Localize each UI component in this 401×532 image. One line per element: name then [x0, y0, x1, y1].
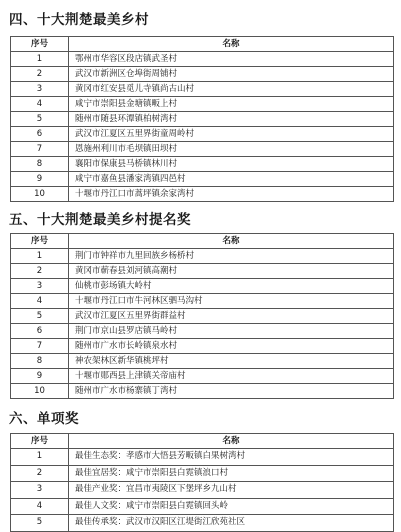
row-index: 6: [11, 127, 69, 142]
table-row: [11, 172, 394, 187]
table-row: [11, 515, 394, 532]
row-index: 1: [11, 52, 69, 67]
section-title-5: 五、十大荆楚最美乡村提名奖: [9, 212, 191, 228]
table-top-ten-villages: [10, 36, 394, 202]
table-row: [11, 294, 394, 309]
row-name: 黄冈市蕲春县刘河镇高潮村: [69, 264, 394, 279]
row-name: 随州市广水市长岭镇泉水村: [69, 339, 394, 354]
row-name: 随州市随县环潭镇柏树湾村: [69, 112, 394, 127]
table-row: [11, 309, 394, 324]
table-row: [11, 187, 394, 202]
column-header-name: 名称: [69, 37, 394, 52]
row-name: 武汉市新洲区仓埠街周铺村: [69, 67, 394, 82]
row-index: 1: [11, 449, 69, 466]
table-row: [11, 157, 394, 172]
row-index: 7: [11, 339, 69, 354]
table-row: [11, 264, 394, 279]
row-index: 4: [11, 294, 69, 309]
row-name: 仙桃市彭场镇大岭村: [69, 279, 394, 294]
table-row: [11, 354, 394, 369]
table-header-row: [11, 37, 394, 52]
row-name: 最佳人文奖：咸宁市崇阳县白霓镇回头岭: [69, 498, 394, 515]
row-index: 5: [11, 112, 69, 127]
row-index: 2: [11, 264, 69, 279]
table-row: [11, 339, 394, 354]
row-name: 荆门市京山县罗店镇马岭村: [69, 324, 394, 339]
section-title-6: 六、单项奖: [9, 411, 79, 427]
row-index: 2: [11, 465, 69, 482]
column-header-index: 序号: [11, 434, 69, 449]
row-index: 8: [11, 354, 69, 369]
section-title-4: 四、十大荆楚最美乡村: [9, 12, 149, 28]
row-name: 十堰市郧西县上津镇关帝庙村: [69, 369, 394, 384]
row-index: 5: [11, 515, 69, 532]
table-row: [11, 52, 394, 67]
row-index: 3: [11, 482, 69, 499]
row-index: 5: [11, 309, 69, 324]
row-name: 恩施州利川市毛坝镇田坝村: [69, 142, 394, 157]
row-name: 最佳传承奖：武汉市汉阳区江堤街江欣苑社区: [69, 515, 394, 532]
column-header-index: 序号: [11, 37, 69, 52]
table-special-awards: [10, 433, 394, 532]
table-row: [11, 279, 394, 294]
row-name: 随州市广水市杨寨镇丁湾村: [69, 384, 394, 399]
row-name: 襄阳市保康县马桥镇林川村: [69, 157, 394, 172]
column-header-name: 名称: [69, 434, 394, 449]
row-name: 神农架林区新华镇桃坪村: [69, 354, 394, 369]
row-name: 黄冈市红安县觅儿寺镇尚古山村: [69, 82, 394, 97]
row-index: 6: [11, 324, 69, 339]
table-row: [11, 384, 394, 399]
row-name: 十堰市丹江口市蒿坪镇余家湾村: [69, 187, 394, 202]
row-index: 4: [11, 498, 69, 515]
row-name: 最佳产业奖：宜昌市夷陵区下堡坪乡九山村: [69, 482, 394, 499]
row-index: 3: [11, 82, 69, 97]
row-index: 9: [11, 172, 69, 187]
table-header-row: [11, 234, 394, 249]
row-index: 8: [11, 157, 69, 172]
row-name: 最佳宜居奖：咸宁市崇阳县白霓镇浪口村: [69, 465, 394, 482]
row-index: 3: [11, 279, 69, 294]
table-header-row: [11, 434, 394, 449]
column-header-index: 序号: [11, 234, 69, 249]
row-index: 1: [11, 249, 69, 264]
table-row: [11, 449, 394, 466]
row-index: 9: [11, 369, 69, 384]
table-row: [11, 324, 394, 339]
column-header-name: 名称: [69, 234, 394, 249]
table-row: [11, 465, 394, 482]
table-row: [11, 97, 394, 112]
row-index: 10: [11, 384, 69, 399]
row-name: 武汉市江夏区五里界街童周岭村: [69, 127, 394, 142]
table-row: [11, 142, 394, 157]
table-row: [11, 112, 394, 127]
row-index: 4: [11, 97, 69, 112]
table-row: [11, 498, 394, 515]
row-name: 最佳生态奖：孝感市大悟县芳畈镇白果树湾村: [69, 449, 394, 466]
table-row: [11, 482, 394, 499]
table-row: [11, 369, 394, 384]
row-name: 十堰市丹江口市牛河林区驷马沟村: [69, 294, 394, 309]
table-row: [11, 249, 394, 264]
table-row: [11, 127, 394, 142]
row-name: 咸宁市嘉鱼县潘家湾镇四邑村: [69, 172, 394, 187]
table-nominated-villages: [10, 233, 394, 399]
table-row: [11, 82, 394, 97]
table-row: [11, 67, 394, 82]
row-index: 2: [11, 67, 69, 82]
row-name: 荆门市钟祥市九里回族乡杨桥村: [69, 249, 394, 264]
row-name: 咸宁市崇阳县金塘镇畈上村: [69, 97, 394, 112]
row-name: 鄂州市华容区段店镇武圣村: [69, 52, 394, 67]
row-index: 7: [11, 142, 69, 157]
row-index: 10: [11, 187, 69, 202]
row-name: 武汉市江夏区五里界街群益村: [69, 309, 394, 324]
